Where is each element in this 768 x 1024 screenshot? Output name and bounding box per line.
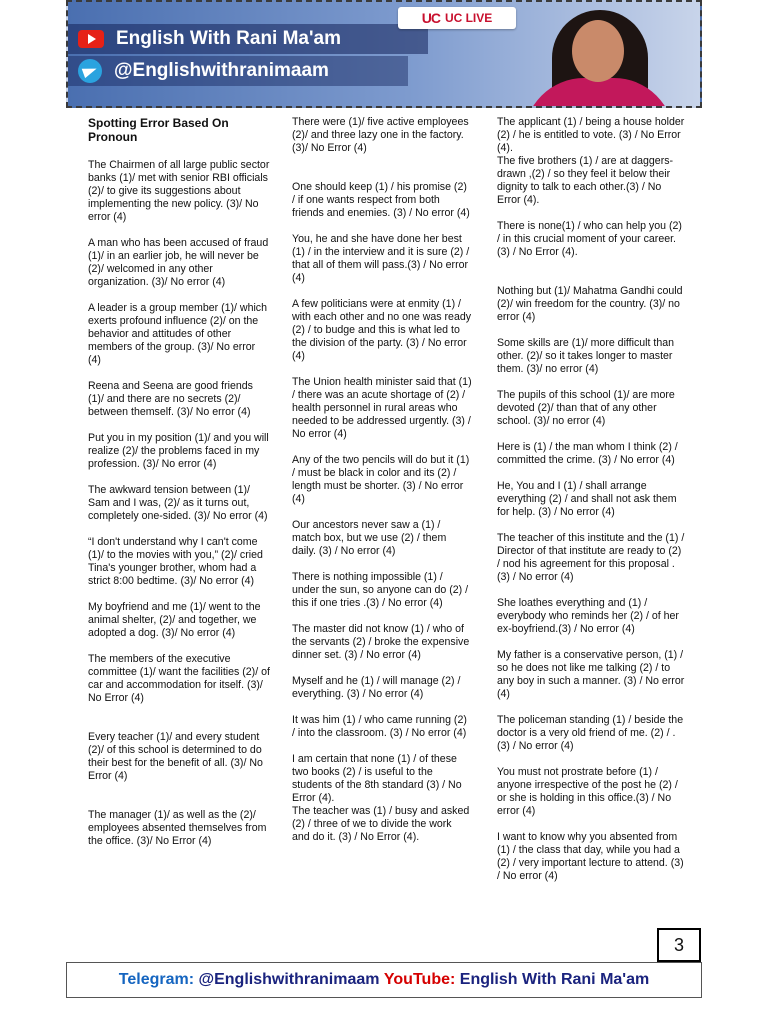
question-item: The members of the executive committee (1)/ want the facilities (2)/ of car and accommodation for itself. (3)/ No Error (4) [88, 653, 270, 704]
question-item: A man who has been accused of fraud (1)/ in an earlier job, he will never be (2)/ welcomed in any other organization. (3)/ No error (4) [88, 237, 269, 288]
header-banner [66, 0, 702, 108]
question-item: Nothing but (1)/ Mahatma Gandhi could (2)/ win freedom for the country. (3)/ no error (4) [497, 285, 683, 323]
question-item: I am certain that none (1) / of these two books (2) / is useful to the students of the 8th standard (3) / No Error (4). [292, 753, 462, 804]
question-item: Here is (1) / the man whom I think (2) / committed the crime. (3) / No error (4) [497, 441, 678, 466]
question-item: Put you in my position (1)/ and you will realize (2)/ the problems faced in my profession. (3)/ No error (4) [88, 432, 269, 470]
logo-mark: UC [421, 10, 440, 26]
question-item: The Union health minister said that (1) / there was an acute shortage of (2) / health personnel in rural areas who needed to be addressed urgently. (3) / No error (4) [292, 376, 472, 440]
footer-youtube-channel: English With Rani Ma'am [459, 971, 650, 988]
question-item: The pupils of this school (1)/ are more devoted (2)/ than that of any other school. (3)/ no error (4) [497, 389, 675, 427]
question-item: Myself and he (1) / will manage (2) / everything. (3) / No error (4) [292, 675, 461, 700]
question-item: A few politicians were at enmity (1) / with each other and no one was ready (2) / to budge and this is what led to the division of the party. (3) / No error (4) [292, 298, 472, 362]
youtube-row [78, 26, 341, 52]
question-item: “I don't understand why I can't come (1)/ to the movies with you,” (2)/ cried Tina's younger brother, whom had a strict 8:00 bedtime. (3)/ No error (4) [88, 536, 263, 587]
question-item: There were (1)/ five active employees (2)/ and three lazy one in the factory. (3)/ No Error (4) [292, 116, 469, 154]
question-item: My boyfriend and me (1)/ went to the animal shelter, (2)/ and together, we adopted a dog. (3)/ No error (4) [88, 601, 261, 639]
photo-saree [524, 78, 674, 108]
question-item: You, he and she have done her best (1) / in the interview and it is sure (2) / that all of them will pass.(3) / No error (4) [292, 233, 470, 284]
question-item: The Chairmen of all large public sector banks (1)/ met with senior RBI officials (2)/ to give its suggestions about implementing the new policy. (3)/ No error (4) [88, 159, 270, 223]
question-item: Reena and Seena are good friends (1)/ and there are no secrets (2)/ between themself. (3)/ No error (4) [88, 380, 253, 418]
question-item: You must not prostrate before (1) / anyone irrespective of the post he (2) / or she is holding in this office.(3) / No error (4) [497, 766, 678, 817]
footer-telegram-label: Telegram: [118, 971, 195, 988]
question-item: Every teacher (1)/ and every student (2)/ of this school is determined to do their best for the benefit of all. (3)/ No Error (4) [88, 731, 263, 782]
youtube-icon [78, 30, 104, 48]
question-item: A leader is a group member (1)/ which exerts profound influence (2)/ on the behavior and attitudes of other members of the group. (3)/ No error (4) [88, 302, 267, 366]
footer-telegram-handle: @Englishwithranimaam [198, 971, 380, 988]
column-2 [292, 116, 472, 844]
page-title: Spotting Error Based On Pronoun [88, 116, 229, 144]
question-item: My father is a conservative person, (1) / so he does not like me talking (2) / to any boy in such a manner. (3) / No error (4) [497, 649, 685, 700]
question-item: The manager (1)/ as well as the (2)/ employees absented themselves from the office. (3)/ No Error (4) [88, 809, 267, 847]
youtube-channel-name: English With Rani Ma'am [116, 28, 341, 49]
question-item: There is none(1) / who can help you (2) / in this crucial moment of your career.(3) / No Error (4). [497, 220, 682, 258]
question-item: It was him (1) / who came running (2) / into the classroom. (3) / No error (4) [292, 714, 467, 739]
question-item: I want to know why you absented from (1) / the class that day, while you had a (2) / very important lecture to attend. (3) / No error (4) [497, 831, 684, 882]
telegram-icon [78, 59, 102, 83]
question-item: One should keep (1) / his promise (2) / if one wants respect from both friends and enemies. (3) / No error (4) [292, 181, 470, 219]
question-item: The teacher of this institute and the (1) / Director of that institute are ready to (2) / nod his agreement for this proposal .(3) / No error (4) [497, 532, 685, 583]
column-1 [88, 116, 270, 848]
footer-youtube-label: YouTube: [383, 971, 456, 988]
question-item: He, You and I (1) / shall arrange everything (2) / and shall not ask them for help. (3) / No error (4) [497, 480, 677, 518]
question-item: The policeman standing (1) / beside the doctor is a very old friend of me. (2) / .(3) / No error (4) [497, 714, 684, 752]
telegram-row [78, 58, 329, 84]
telegram-handle: @Englishwithranimaam [114, 60, 329, 81]
question-item: There is nothing impossible (1) / under the sun, so anyone can do (2) / this if one tries .(3) / No error (4) [292, 571, 469, 609]
uc-live-logo [398, 7, 516, 29]
question-item: The applicant (1) / being a house holder (2) / he is entitled to vote. (3) / No Error (4). [497, 116, 685, 154]
presenter-photo [504, 4, 694, 108]
question-item: Our ancestors never saw a (1) / match box, but we use (2) / them daily. (3) / No error (4) [292, 519, 447, 557]
question-item: Some skills are (1)/ more difficult than other. (2)/ so it takes longer to master them. (3)/ no error (4) [497, 337, 675, 375]
question-item: The master did not know (1) / who of the servants (2) / broke the expensive dinner set. (3) / No error (4) [292, 623, 470, 661]
column-3 [497, 116, 685, 883]
logo-text: UC LIVE [444, 11, 493, 25]
question-item: The five brothers (1) / are at daggers-drawn ,(2) / so they feel it below their dignity to talk to each other.(3) / No Error (4). [497, 155, 674, 206]
photo-face [572, 20, 624, 82]
question-item: The teacher was (1) / busy and asked (2) / three of we to divide the work and do it. (3) / No Error (4). [292, 805, 470, 843]
page-number: 3 [657, 928, 701, 962]
question-item: She loathes everything and (1) / everybody who reminds her (2) / of her ex-boyfriend.(3) / No error (4) [497, 597, 679, 635]
footer [66, 962, 702, 998]
question-item: Any of the two pencils will do but it (1) / must be black in color and its (2) / length must be shorter. (3) / No error (4) [292, 454, 470, 505]
question-item: The awkward tension between (1)/ Sam and I was, (2)/ as it turns out, completely one-sided. (3)/ No error (4) [88, 484, 268, 522]
